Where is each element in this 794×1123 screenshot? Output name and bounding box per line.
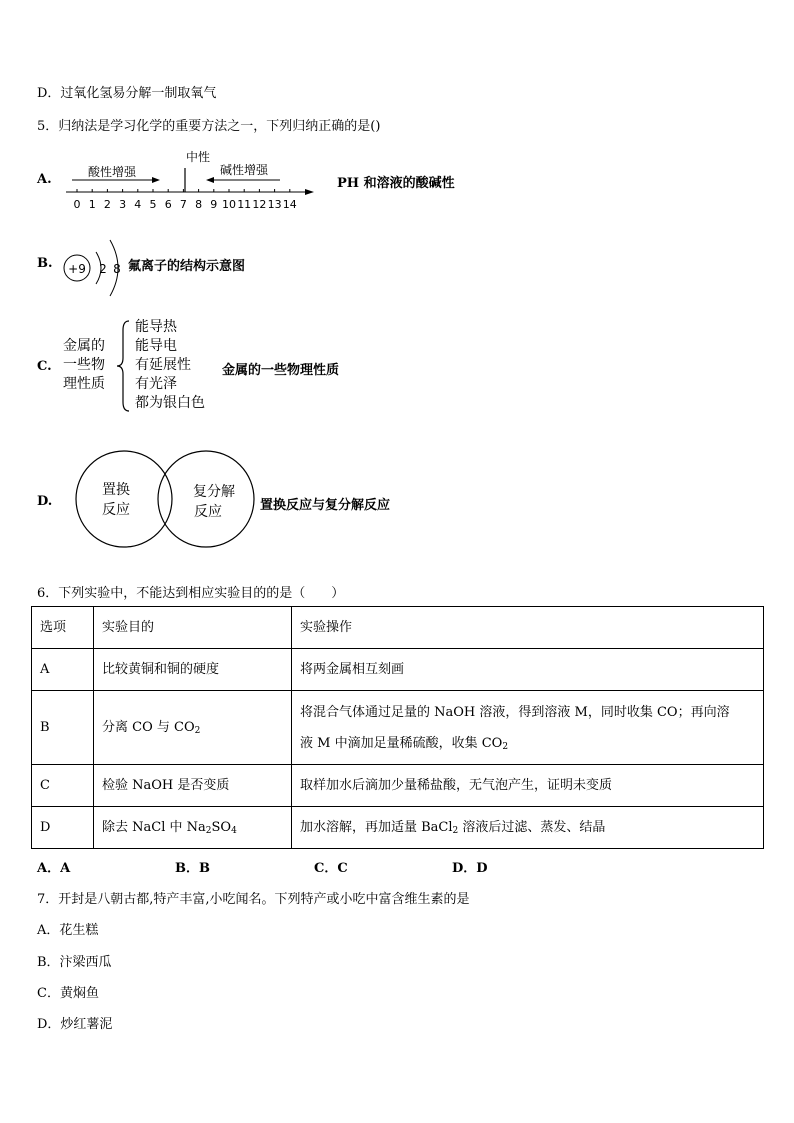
- group-line-1: 金属的: [63, 338, 105, 354]
- venn-left-line1: 置换: [102, 482, 130, 498]
- ph-tick-label: 4: [134, 198, 142, 211]
- row-d-option: D: [32, 807, 94, 849]
- row-b-goal: 分离 CO 与 $CO_2$: [94, 691, 292, 765]
- fluoride-ion-diagram: [60, 232, 126, 300]
- row-a-option: A: [32, 649, 94, 691]
- table-row: [32, 765, 764, 807]
- table-row: [32, 691, 764, 765]
- q5-option-c-letter: C.: [37, 359, 52, 374]
- ph-scale-diagram: [60, 146, 330, 216]
- ph-acid-label: 酸性增强: [88, 165, 137, 179]
- property-item: 能导热: [135, 319, 177, 335]
- q5-option-d-caption: 置换反应与复分解反应: [260, 498, 391, 513]
- header-option: 选项: [32, 607, 94, 649]
- ph-axis-arrowhead: [305, 189, 314, 195]
- curly-brace: [113, 318, 133, 414]
- q6-answer-b[interactable]: B．B: [175, 861, 210, 876]
- reaction-venn-diagram: [72, 449, 258, 551]
- venn-right-line1: 复分解: [193, 484, 235, 500]
- property-item: 有光泽: [135, 376, 177, 392]
- row-a-goal: 比较黄铜和铜的硬度: [94, 649, 292, 691]
- ph-acid-arrowhead: [152, 177, 160, 183]
- ph-tick-label: 11: [237, 198, 252, 211]
- ph-tick-label: 3: [119, 198, 127, 211]
- q7-stem: 7．开封是八朝古都,特产丰富,小吃闻名。下列特产或小吃中富含维生素的是: [37, 892, 470, 907]
- q7-option-b[interactable]: B．汴梁西瓜: [37, 955, 112, 970]
- ph-neutral-label: 中性: [186, 150, 211, 164]
- ph-tick-label: 13: [267, 198, 282, 211]
- q5-option-d-letter: D.: [37, 494, 53, 509]
- q5-stem: 5．归纳法是学习化学的重要方法之一，下列归纳正确的是(): [37, 119, 381, 134]
- ph-tick-label: 8: [195, 198, 203, 211]
- q6-answer-a[interactable]: A．A: [37, 861, 71, 876]
- ph-tick-label: 14: [282, 198, 297, 211]
- property-item: 有延展性: [135, 357, 191, 373]
- nucleus-charge: +9: [68, 262, 86, 276]
- row-c-operation: 取样加水后滴加少量稀盐酸，无气泡产生，证明未变质: [292, 765, 764, 807]
- ph-tick-label: 9: [210, 198, 218, 211]
- q6-answer-c[interactable]: C．C: [314, 861, 348, 876]
- metal-properties-list: [135, 318, 205, 413]
- metal-properties-group-label: [63, 337, 105, 394]
- venn-right-line2: 反应: [194, 504, 222, 520]
- ph-tick-label: 7: [179, 198, 187, 211]
- q7-option-d[interactable]: D．炒红薯泥: [37, 1017, 113, 1032]
- table-header-row: [32, 607, 764, 649]
- shell1-electrons: 2: [99, 262, 107, 276]
- row-b-option: B: [32, 691, 94, 765]
- table-row: [32, 649, 764, 691]
- ph-tick-label: 6: [164, 198, 172, 211]
- ph-tick-label: 10: [222, 198, 236, 211]
- q4-option-d: D．过氧化氢易分解一制取氧气: [37, 86, 217, 101]
- row-d-operation: 加水溶解，再加适量 BaCl$_2$ 溶液后过滤、蒸发、结晶: [292, 807, 764, 849]
- ph-tick-label: 1: [88, 198, 96, 211]
- header-operation: 实验操作: [292, 607, 764, 649]
- ph-tick-label: 5: [149, 198, 157, 211]
- row-c-option: C: [32, 765, 94, 807]
- shell2-electrons: 8: [113, 262, 121, 276]
- row-a-operation: 将两金属相互刻画: [292, 649, 764, 691]
- q5-option-b-caption: 氟离子的结构示意图: [128, 259, 246, 274]
- row-d-goal: 除去 NaCl 中 $Na_2SO_4$: [94, 807, 292, 849]
- ph-tick-label: 2: [103, 198, 111, 211]
- q6-table: [31, 606, 764, 849]
- venn-left-line2: 反应: [102, 502, 130, 518]
- property-item: 能导电: [135, 338, 177, 354]
- table-row: [32, 807, 764, 849]
- q7-option-a[interactable]: A．花生糕: [37, 923, 99, 938]
- ph-base-label: 碱性增强: [220, 163, 269, 177]
- row-b-operation: 将混合气体通过足量的 NaOH 溶液，得到溶液 M，同时收集 CO；再向溶 液 M 中滴加足量稀硫酸，收集 $CO_2$: [292, 691, 764, 765]
- ph-tick-label: 0: [73, 198, 81, 211]
- group-line-2: 一些物: [63, 357, 105, 373]
- ph-base-arrowhead: [206, 177, 214, 183]
- q5-option-a-letter: A.: [37, 172, 52, 187]
- property-item: 都为银白色: [135, 395, 205, 411]
- header-goal: 实验目的: [94, 607, 292, 649]
- ph-tick-label: 12: [252, 198, 267, 211]
- q5-option-a-caption: PH 和溶液的酸碱性: [337, 176, 455, 191]
- q7-option-c[interactable]: C．黄焖鱼: [37, 986, 99, 1001]
- q6-answer-d[interactable]: D．D: [452, 861, 488, 876]
- q5-option-b-letter: B.: [37, 256, 53, 271]
- q6-stem: 6．下列实验中，不能达到相应实验目的的是（ ）: [37, 586, 345, 601]
- q5-option-c-caption: 金属的一些物理性质: [222, 363, 340, 378]
- group-line-3: 理性质: [63, 376, 105, 392]
- row-c-goal: 检验 NaOH 是否变质: [94, 765, 292, 807]
